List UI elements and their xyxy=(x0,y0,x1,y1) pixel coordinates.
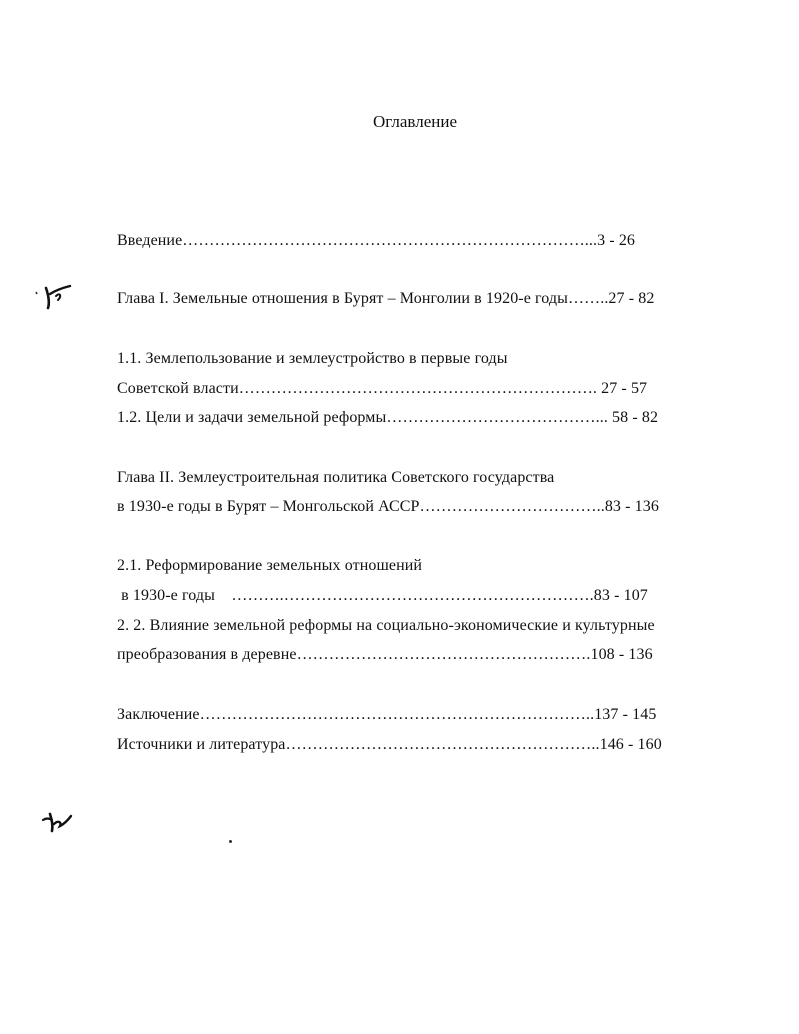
toc-entry-section-2-2-line2: преобразования в деревне……………………………………………….108 - 136 xyxy=(117,646,653,663)
toc-entry-section-2-1-line2: в 1930-е годы ……….………………………………………………….83 - 107 xyxy=(117,587,648,604)
toc-entry-section-1-1-line2: Советской власти…………………………………………………………. 27 - 57 xyxy=(117,380,648,397)
toc-entry-sources: Источники и литература…………………………………………………..146 - 160 xyxy=(117,736,662,753)
toc-entry-chapter-2-line1: Глава II. Землеустроительная политика Советского государства xyxy=(117,469,555,486)
toc-entry-section-2-1-line1: 2.1. Реформирование земельных отношений xyxy=(117,557,423,574)
toc-entry-chapter-1: Глава I. Земельные отношения в Бурят – Монголии в 1920-е годы……..27 - 82 xyxy=(117,290,655,307)
toc-entry-section-2-2-line1: 2. 2. Влияние земельной реформы на социально-экономические и культурные xyxy=(117,617,655,634)
toc-entry-conclusion: Заключение………………………………………………………………..137 - 145 xyxy=(117,706,657,723)
toc-entry-section-1-2: 1.2. Цели и задачи земельной реформы…………………………………... 58 - 82 xyxy=(117,409,659,426)
toc-entry-section-1-1-line1: 1.1. Землепользование и землеустройство в первые годы xyxy=(117,350,508,367)
page-title: Оглавление xyxy=(373,112,457,131)
ink-mark-bottom xyxy=(40,810,74,834)
toc-entry-chapter-2-line2: в 1930-е годы в Бурят – Монгольской АССР……………………………..83 - 136 xyxy=(117,498,659,515)
stray-dot xyxy=(229,840,232,843)
ink-mark-top xyxy=(32,282,74,310)
toc-entry-introduction: Введение…………………………………………………………………...3 - 26 xyxy=(117,232,636,249)
